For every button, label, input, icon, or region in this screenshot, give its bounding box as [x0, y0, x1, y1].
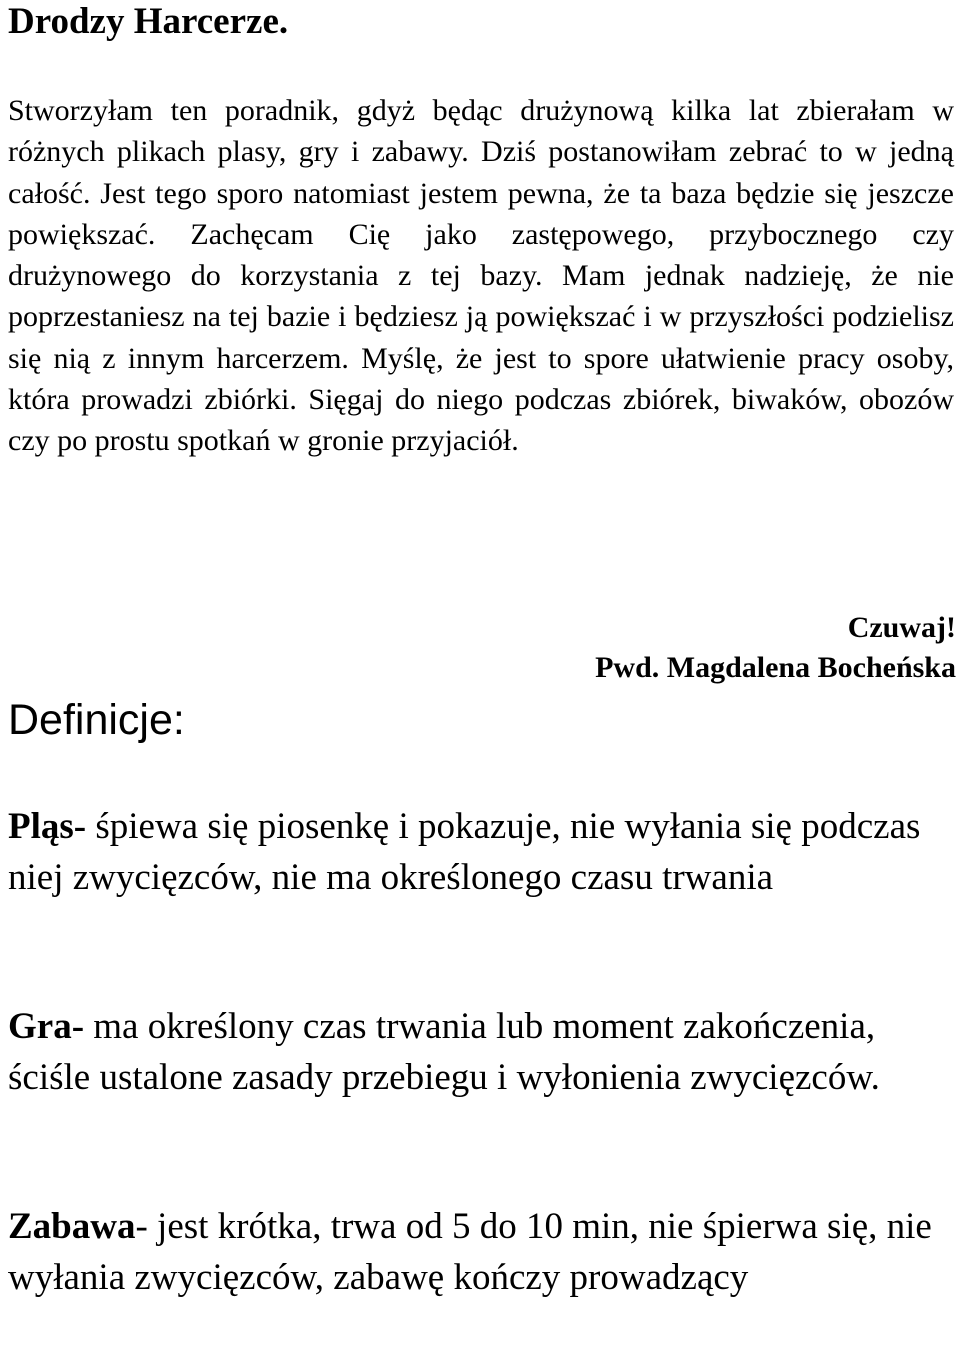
signature-greeting: Czuwaj! [847, 611, 956, 644]
definition-gra [8, 1002, 956, 1103]
definition-term: Gra- [8, 1006, 85, 1047]
intro-paragraph: Stworzyłam ten poradnik, gdyż będąc drużynową kilka lat zbierałam w różnych plikach plasy, gry i zabawy. Dziś postanowiłam zebrać to w jedną całość. Jest tego sporo natomiast jestem pewna, że ta baza będzie się jeszcze powiększać. Zachęcam Cię jako zastępowego, przybocznego czy drużynowego do korzystania z tej bazy. Mam jednak nadzieję, że nie poprzestaniesz na tej bazie i będziesz ją powiększać i w przyszłości podzielisz się nią z innym harcerzem. Myślę, że jest to spore ułatwienie pracy osoby, która prowadzi zbiórki. Sięgaj do niego podczas zbiórek, biwaków, obozów czy po prostu spotkań w gronie przyjaciół. [8, 94, 954, 458]
definition-term: Pląs- [8, 806, 87, 847]
definition-zabawa [8, 1202, 956, 1303]
definition-text: - jest krótka, trwa od 5 do 10 min, nie śpierwa się, nie wyłania zwycięzców, zabawę kończy prowadzący [8, 1206, 932, 1298]
definition-text: śpiewa się piosenkę i pokazuje, nie wyłania się podczas niej zwycięzców, nie ma określonego czasu trwania [8, 806, 921, 898]
definition-plas [8, 802, 956, 903]
page-title: Drodzy Harcerze. [8, 1, 289, 42]
definition-term: Zabawa [8, 1206, 136, 1247]
definition-text: ma określony czas trwania lub moment zakończenia, ściśle ustalone zasady przebiegu i wyłonienia zwycięzców. [8, 1006, 880, 1098]
definitions-heading: Definicje: [8, 696, 185, 744]
signature-author: Pwd. Magdalena Bocheńska [595, 651, 956, 684]
